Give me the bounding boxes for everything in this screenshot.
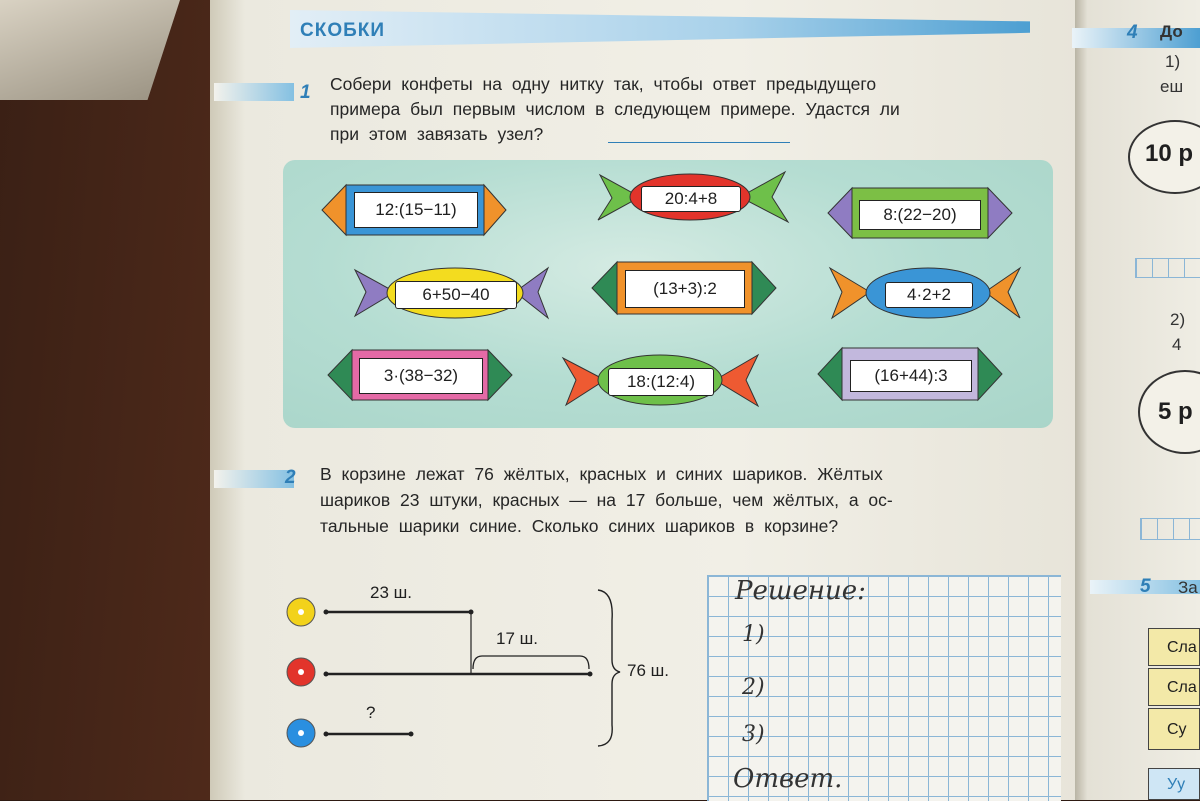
right-table-row-3 — [1148, 708, 1200, 750]
right-table-row-2-text: Сла — [1167, 679, 1197, 696]
candy-label-6: 4·2+2 — [885, 282, 973, 308]
task2-line2: шариков 23 штуки, красных — на 17 больше, чем жёлтых, а ос- — [320, 490, 893, 510]
candy-label-4: 6+50−40 — [395, 281, 517, 309]
task2-diagram — [287, 590, 620, 747]
right-item-2: 2) — [1170, 310, 1186, 329]
right-task4-number: 4 — [1127, 22, 1138, 43]
yellow-length-label: 23 ш. — [370, 583, 412, 602]
right-circle-2-text: 5 р — [1158, 398, 1193, 425]
right-grid-strip-1 — [1135, 258, 1200, 278]
candy-label-5: (13+3):2 — [625, 270, 745, 308]
right-digit-4: 4 — [1172, 335, 1182, 354]
right-table-row-2 — [1148, 668, 1200, 706]
right-task4-text: До — [1160, 22, 1183, 41]
task2-line3: тальные шарики синие. Сколько синих шариков в корзине? — [320, 516, 839, 536]
right-circle-1-text: 10 р — [1145, 140, 1194, 167]
candy-label-3: 8:(22−20) — [859, 200, 981, 230]
unknown-label: ? — [366, 703, 376, 722]
task1-number: 1 — [300, 82, 311, 103]
candy-label-8: 18:(12:4) — [608, 368, 714, 396]
solution-step-1: 1) — [742, 622, 765, 647]
total-label: 76 ш. — [627, 661, 669, 680]
solution-step-2: 2) — [742, 675, 765, 700]
task1-line3: при этом завязать узел? — [330, 124, 544, 144]
task2-number: 2 — [285, 467, 296, 488]
solution-answer: Ответ. — [733, 764, 843, 794]
right-task5-text: За — [1178, 578, 1198, 597]
candy-label-2: 20:4+8 — [641, 186, 741, 212]
right-grid-strip-2 — [1140, 518, 1200, 540]
section-title: СКОБКИ — [300, 20, 386, 41]
task2-marker-bar — [214, 470, 294, 488]
candy-label-1: 12:(15−11) — [354, 192, 478, 228]
task1-line2: примера был первым числом в следующем примере. Удастся ли — [330, 99, 900, 119]
right-bottom-text: Уу — [1167, 776, 1186, 793]
right-table-row-1-text: Сла — [1167, 639, 1197, 656]
difference-label: 17 ш. — [496, 629, 538, 648]
task1-line1: Собери конфеты на одну нитку так, чтобы ответ предыдущего — [330, 74, 877, 94]
candy-label-9: (16+44):3 — [850, 360, 972, 392]
right-table-row-3-text: Су — [1167, 721, 1187, 738]
right-bottom-cell — [1148, 768, 1200, 800]
candy-label-7: 3·(38−32) — [359, 358, 483, 394]
task2-line1: В корзине лежат 76 жёлтых, красных и синих шариков. Жёлтых — [320, 464, 883, 484]
solution-step-3: 3) — [742, 722, 765, 747]
right-text-esh: еш — [1160, 77, 1184, 96]
right-task5-number: 5 — [1140, 576, 1151, 597]
solution-heading: Решение: — [735, 576, 866, 606]
right-item-1: 1) — [1165, 52, 1181, 71]
right-table-row-1 — [1148, 628, 1200, 666]
